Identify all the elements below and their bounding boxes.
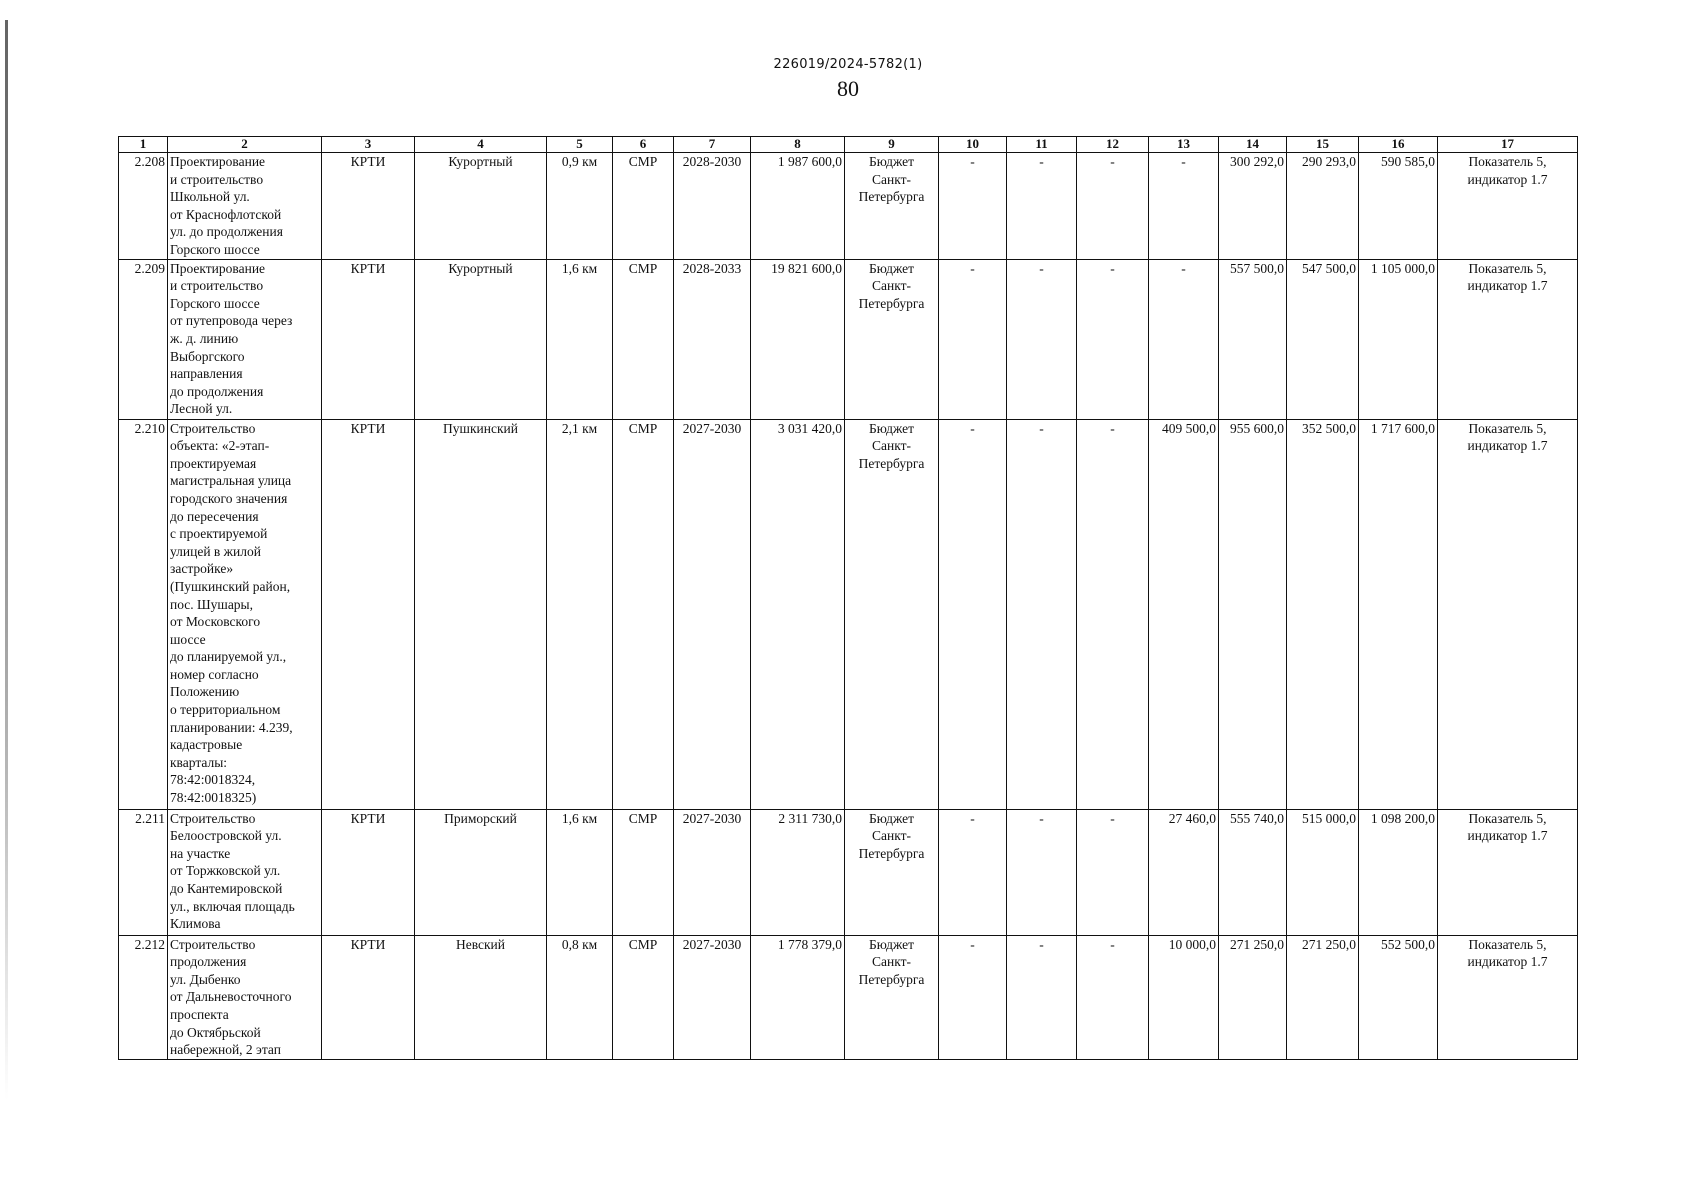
row-description: Строительство продолжения ул. Дыбенко от Дальневосточного проспекта до Октябрьской набережной, 2 этап [168,935,322,1059]
row-description: Проектирование и строительство Горского шоссе от путепровода через ж. д. линию Выборгского направления до продолжения Лесной ул. [168,259,322,419]
row-description: Проектирование и строительство Школьной ул. от Краснофлотской ул. до продолжения Горского шоссе [168,153,322,260]
row-organization: КРТИ [322,153,415,260]
row-col-15: 290 293,0 [1287,153,1359,260]
col-header: 8 [751,137,845,153]
row-length: 0,9 км [547,153,613,260]
row-col-16: 552 500,0 [1359,935,1438,1059]
row-col-16: 1 717 600,0 [1359,419,1438,809]
row-length: 1,6 км [547,259,613,419]
program-table [118,136,1578,1060]
table-row [119,419,1578,809]
row-work-type: СМР [613,419,674,809]
col-header: 17 [1438,137,1578,153]
row-col-12: - [1077,259,1149,419]
row-district: Невский [415,935,547,1059]
col-header: 2 [168,137,322,153]
row-col-14: 300 292,0 [1219,153,1287,260]
row-period: 2028-2030 [674,153,751,260]
row-total: 1 778 379,0 [751,935,845,1059]
col-header: 11 [1007,137,1077,153]
row-col-12: - [1077,419,1149,809]
row-district: Курортный [415,259,547,419]
row-number: 2.210 [119,419,168,809]
row-col-16: 1 098 200,0 [1359,809,1438,935]
row-col-13: 10 000,0 [1149,935,1219,1059]
row-col-11: - [1007,419,1077,809]
row-indicator: Показатель 5, индикатор 1.7 [1438,153,1578,260]
col-header: 1 [119,137,168,153]
row-col-13: 27 460,0 [1149,809,1219,935]
header-row [119,137,1578,153]
row-col-10: - [939,935,1007,1059]
row-col-10: - [939,153,1007,260]
row-funding-source: Бюджет Санкт- Петербурга [845,259,939,419]
row-organization: КРТИ [322,935,415,1059]
row-district: Курортный [415,153,547,260]
table-row [119,153,1578,260]
row-col-13: 409 500,0 [1149,419,1219,809]
row-col-14: 557 500,0 [1219,259,1287,419]
row-total: 1 987 600,0 [751,153,845,260]
row-funding-source: Бюджет Санкт- Петербурга [845,419,939,809]
row-organization: КРТИ [322,419,415,809]
row-col-15: 352 500,0 [1287,419,1359,809]
page-number: 80 [837,76,859,101]
row-col-16: 590 585,0 [1359,153,1438,260]
row-district: Приморский [415,809,547,935]
row-indicator: Показатель 5, индикатор 1.7 [1438,935,1578,1059]
row-total: 2 311 730,0 [751,809,845,935]
scan-edge-mark [5,20,8,1100]
row-number: 2.209 [119,259,168,419]
row-col-16: 1 105 000,0 [1359,259,1438,419]
col-header: 12 [1077,137,1149,153]
row-col-15: 547 500,0 [1287,259,1359,419]
col-header: 7 [674,137,751,153]
row-indicator: Показатель 5, индикатор 1.7 [1438,259,1578,419]
col-header: 6 [613,137,674,153]
table-row [119,809,1578,935]
row-col-15: 515 000,0 [1287,809,1359,935]
row-indicator: Показатель 5, индикатор 1.7 [1438,419,1578,809]
col-header: 5 [547,137,613,153]
row-col-11: - [1007,935,1077,1059]
row-description: Строительство объекта: «2-этап- проектируемая магистральная улица городского значения до пересечения с проектируемой улицей в жилой застройке» (Пушкинский район, пос. Шушары, от Московского шоссе до планируемой ул., номер согласно Положению о территориальном планировании: 4.239, кадастровые кварталы: 78:42:0018324, 78:42:0018325) [168,419,322,809]
row-period: 2028-2033 [674,259,751,419]
row-col-11: - [1007,259,1077,419]
row-length: 1,6 км [547,809,613,935]
row-col-14: 271 250,0 [1219,935,1287,1059]
col-header: 4 [415,137,547,153]
col-header: 14 [1219,137,1287,153]
col-header: 10 [939,137,1007,153]
row-funding-source: Бюджет Санкт- Петербурга [845,809,939,935]
row-col-13: - [1149,259,1219,419]
col-header: 15 [1287,137,1359,153]
row-period: 2027-2030 [674,809,751,935]
row-organization: КРТИ [322,809,415,935]
row-col-15: 271 250,0 [1287,935,1359,1059]
row-number: 2.212 [119,935,168,1059]
row-col-13: - [1149,153,1219,260]
row-period: 2027-2030 [674,419,751,809]
row-col-12: - [1077,153,1149,260]
row-work-type: СМР [613,259,674,419]
row-organization: КРТИ [322,259,415,419]
row-indicator: Показатель 5, индикатор 1.7 [1438,809,1578,935]
row-col-10: - [939,419,1007,809]
row-number: 2.211 [119,809,168,935]
row-col-12: - [1077,935,1149,1059]
row-number: 2.208 [119,153,168,260]
row-total: 3 031 420,0 [751,419,845,809]
row-district: Пушкинский [415,419,547,809]
col-header: 9 [845,137,939,153]
table-row [119,259,1578,419]
row-work-type: СМР [613,935,674,1059]
document-id: 226019/2024-5782(1) [773,57,923,72]
row-col-10: - [939,809,1007,935]
row-col-11: - [1007,809,1077,935]
row-length: 2,1 км [547,419,613,809]
row-work-type: СМР [613,809,674,935]
row-period: 2027-2030 [674,935,751,1059]
col-header: 3 [322,137,415,153]
table-row [119,935,1578,1059]
row-total: 19 821 600,0 [751,259,845,419]
row-col-12: - [1077,809,1149,935]
row-length: 0,8 км [547,935,613,1059]
row-funding-source: Бюджет Санкт- Петербурга [845,153,939,260]
col-header: 13 [1149,137,1219,153]
row-col-14: 555 740,0 [1219,809,1287,935]
row-col-14: 955 600,0 [1219,419,1287,809]
row-description: Строительство Белоостровской ул. на участке от Торжковской ул. до Кантемировской ул., включая площадь Климова [168,809,322,935]
col-header: 16 [1359,137,1438,153]
row-work-type: СМР [613,153,674,260]
row-col-10: - [939,259,1007,419]
row-col-11: - [1007,153,1077,260]
row-funding-source: Бюджет Санкт- Петербурга [845,935,939,1059]
